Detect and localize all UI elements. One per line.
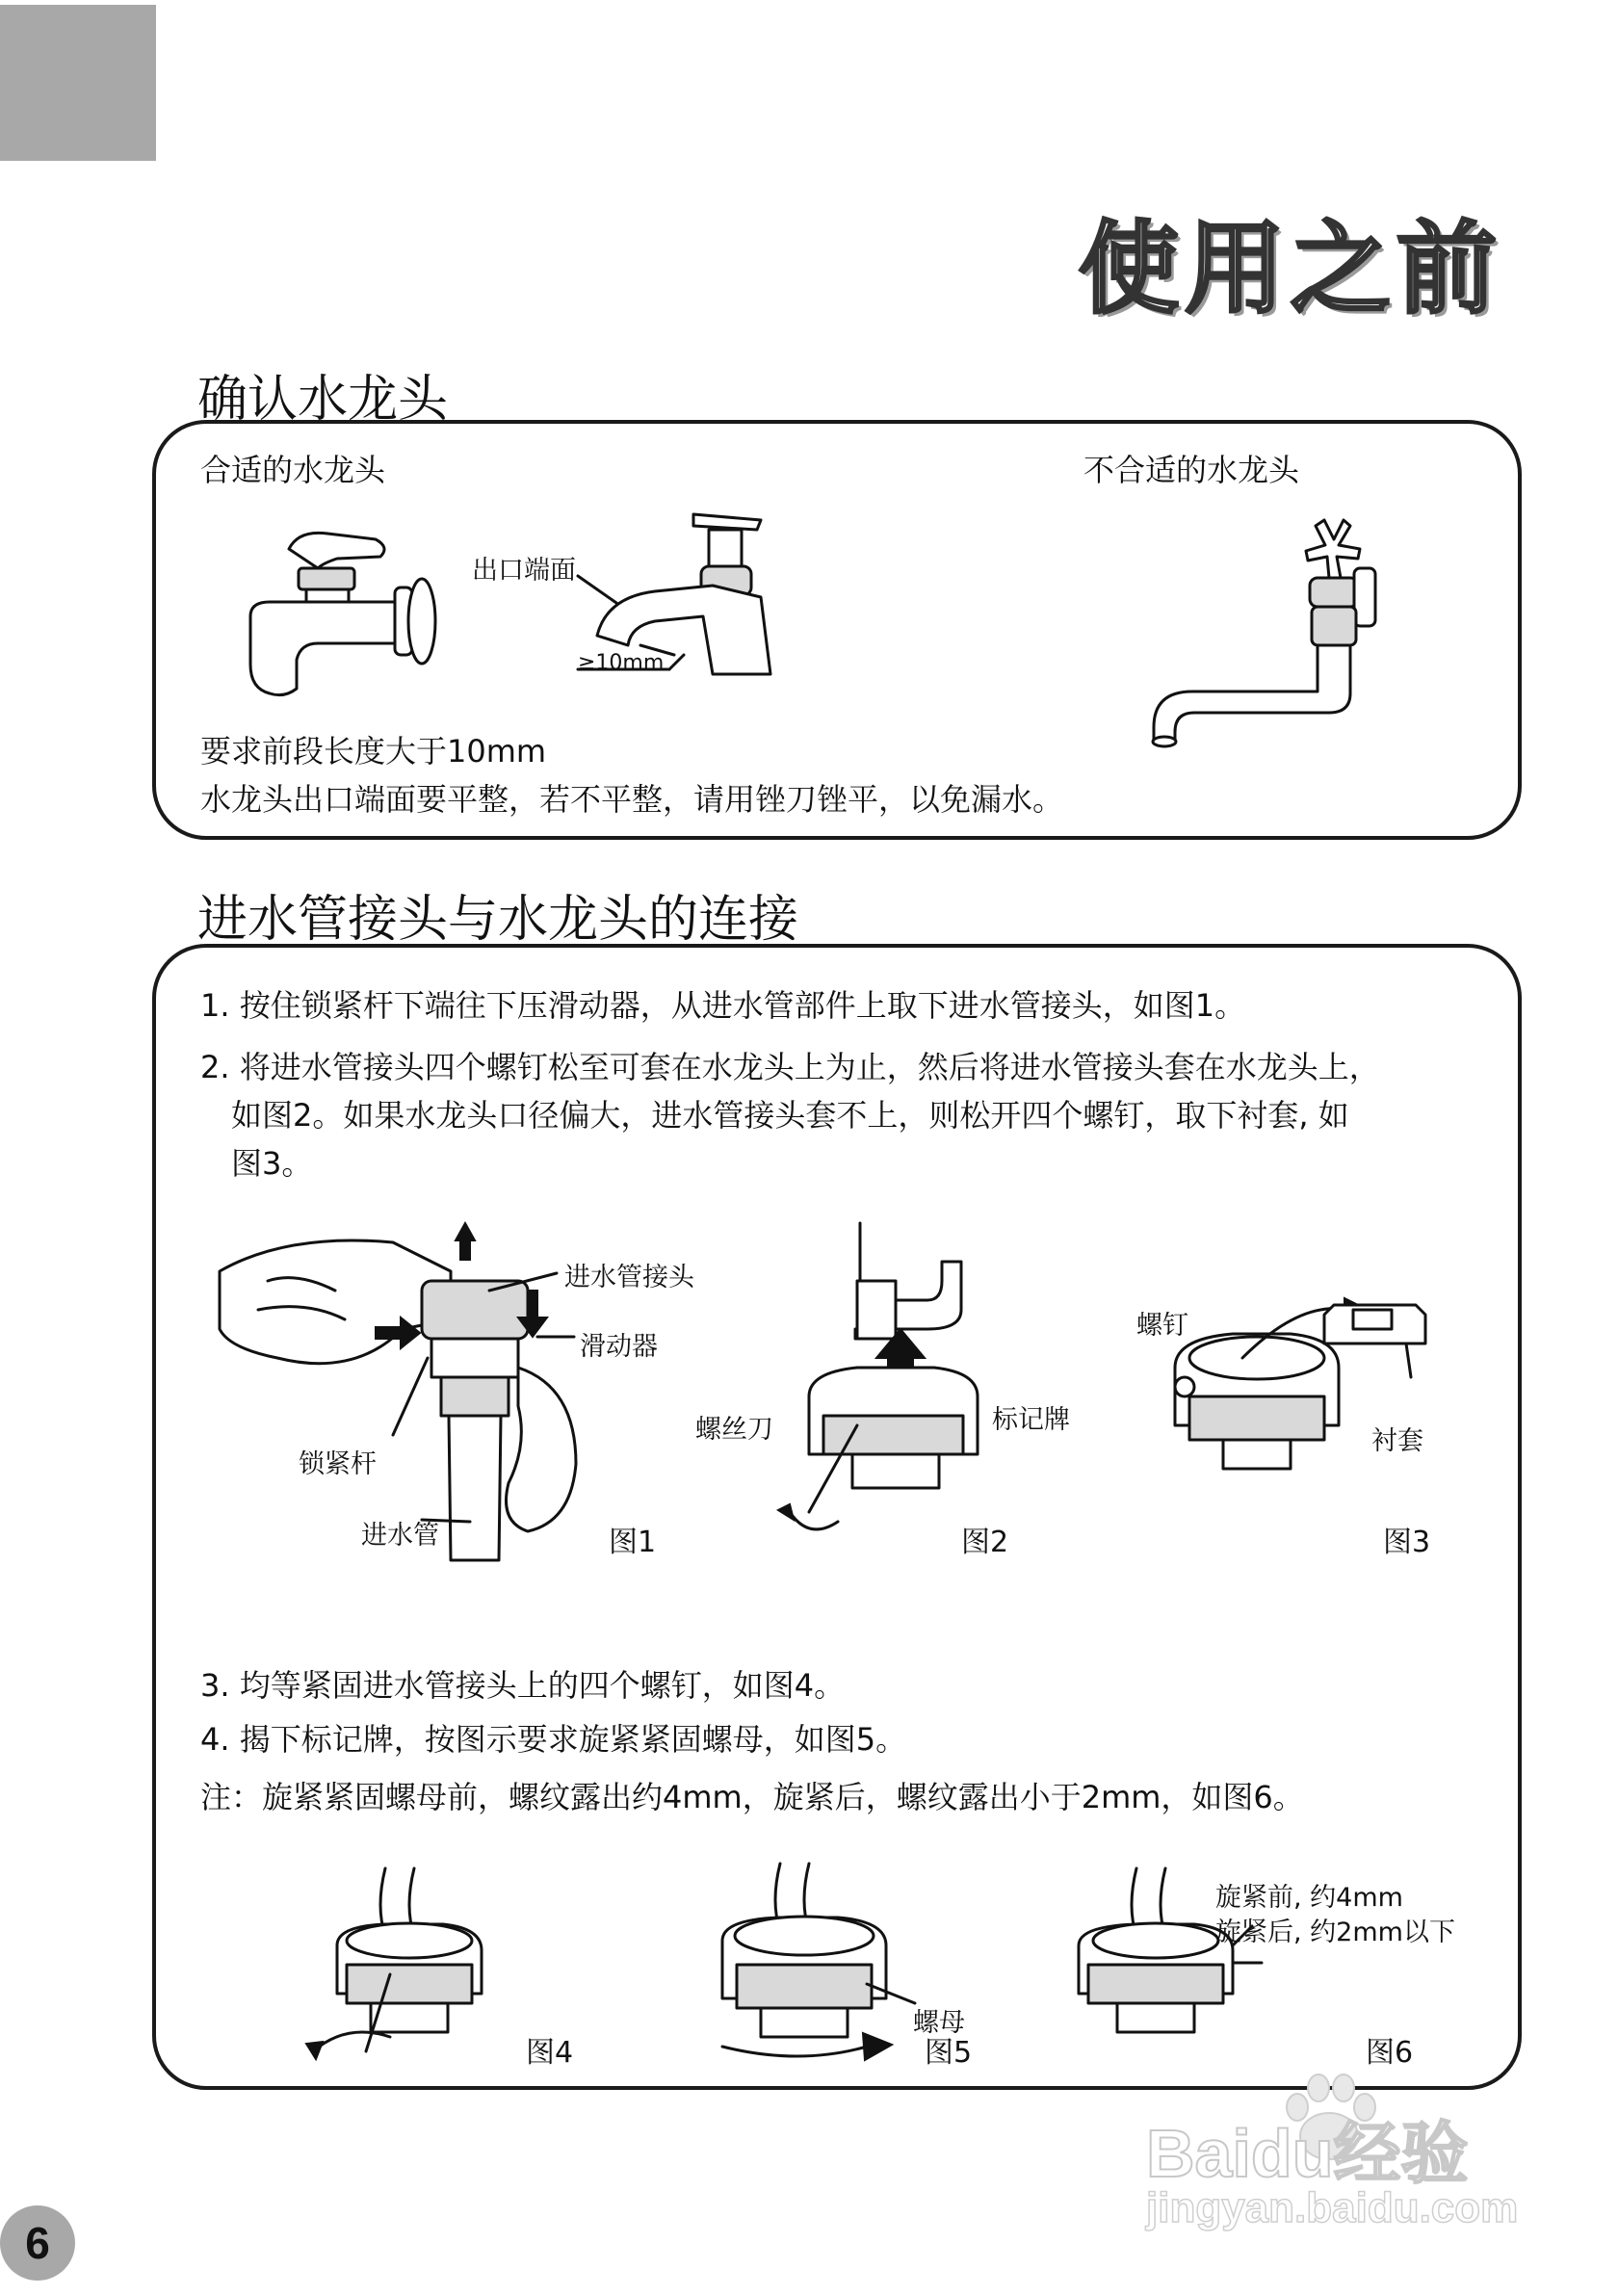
fig2-label-screwdriver: 螺丝刀 [695,1415,773,1445]
requirement-text-1: 要求前段长度大于10mm [200,733,547,770]
watermark-url: jingyan.baidu.com [1146,2184,1519,2231]
unsuitable-faucet-label: 不合适的水龙头 [1083,452,1300,488]
step-4-text: 4. 揭下标记牌，按图示要求旋紧紧固螺母，如图5。 [200,1721,907,1758]
step-2-text-line1: 2. 将进水管接头四个螺钉松至可套在水龙头上为止，然后将进水管接头套在水龙头上， [200,1049,1380,1085]
figure-3-caption: 图3 [1383,1526,1431,1559]
figure-6-caption: 图6 [1366,2036,1414,2070]
fig1-label-connector: 进水管接头 [564,1263,694,1292]
step-2-text-line2: 如图2。如果水龙头口径偏大，进水管接头套不上，则松开四个螺钉，取下衬套, 如 [231,1097,1349,1134]
figure-1-illustration [210,1213,614,1560]
suitable-faucet-2-illustration [539,510,828,703]
fig6-label-after: 旋紧后, 约2mm以下 [1215,1918,1455,1947]
fig5-label-nut: 螺母 [913,2008,965,2038]
step-1-text: 1. 按住锁紧杆下端往下压滑动器，从进水管部件上取下进水管接头，如图1。 [200,987,1246,1024]
requirement-text-2: 水龙头出口端面要平整，若不平整，请用锉刀锉平，以免漏水。 [200,781,1064,818]
dimension-label: ≥10mm [578,651,665,675]
corner-tab [0,5,156,161]
watermark-brand: Baidu经验 [1146,2116,1469,2191]
figure-4-illustration [299,1868,510,2061]
figure-5-illustration [693,1864,944,2066]
outlet-face-label: 出口端面 [472,556,576,586]
figure-2-caption: 图2 [961,1526,1009,1559]
figure-4-caption: 图4 [526,2036,574,2070]
fig1-label-lock-lever: 锁紧杆 [299,1449,377,1479]
unsuitable-faucet-illustration [1136,510,1445,742]
figure-3-illustration [1156,1281,1445,1502]
section-heading-connection: 进水管接头与水龙头的连接 [197,891,799,949]
fig3-label-bushing: 衬套 [1371,1426,1423,1456]
fig1-label-inlet-hose: 进水管 [361,1521,439,1551]
note-text: 注：旋紧紧固螺母前，螺纹露出约4mm，旋紧后，螺纹露出小于2mm，如图6。 [200,1779,1304,1815]
suitable-faucet-label: 合适的水龙头 [200,452,386,488]
page-number: 6 [0,2205,75,2281]
fig1-label-slider: 滑动器 [580,1332,658,1362]
figure-2-illustration [770,1223,1002,1541]
section-heading-faucet-check: 确认水龙头 [197,371,449,429]
figure-5-caption: 图5 [925,2036,973,2070]
page-title: 使用之前 [1078,210,1502,327]
fig2-label-tag: 标记牌 [992,1405,1070,1435]
fig6-label-before: 旋紧前, 约4mm [1215,1883,1403,1913]
suitable-faucet-1-illustration [231,520,443,703]
step-2-text-line3: 图3。 [231,1145,313,1182]
figure-1-caption: 图1 [609,1526,657,1559]
fig3-label-screw: 螺钉 [1136,1311,1188,1341]
step-3-text: 3. 均等紧固进水管接头上的四个螺钉，如图4。 [200,1667,846,1704]
